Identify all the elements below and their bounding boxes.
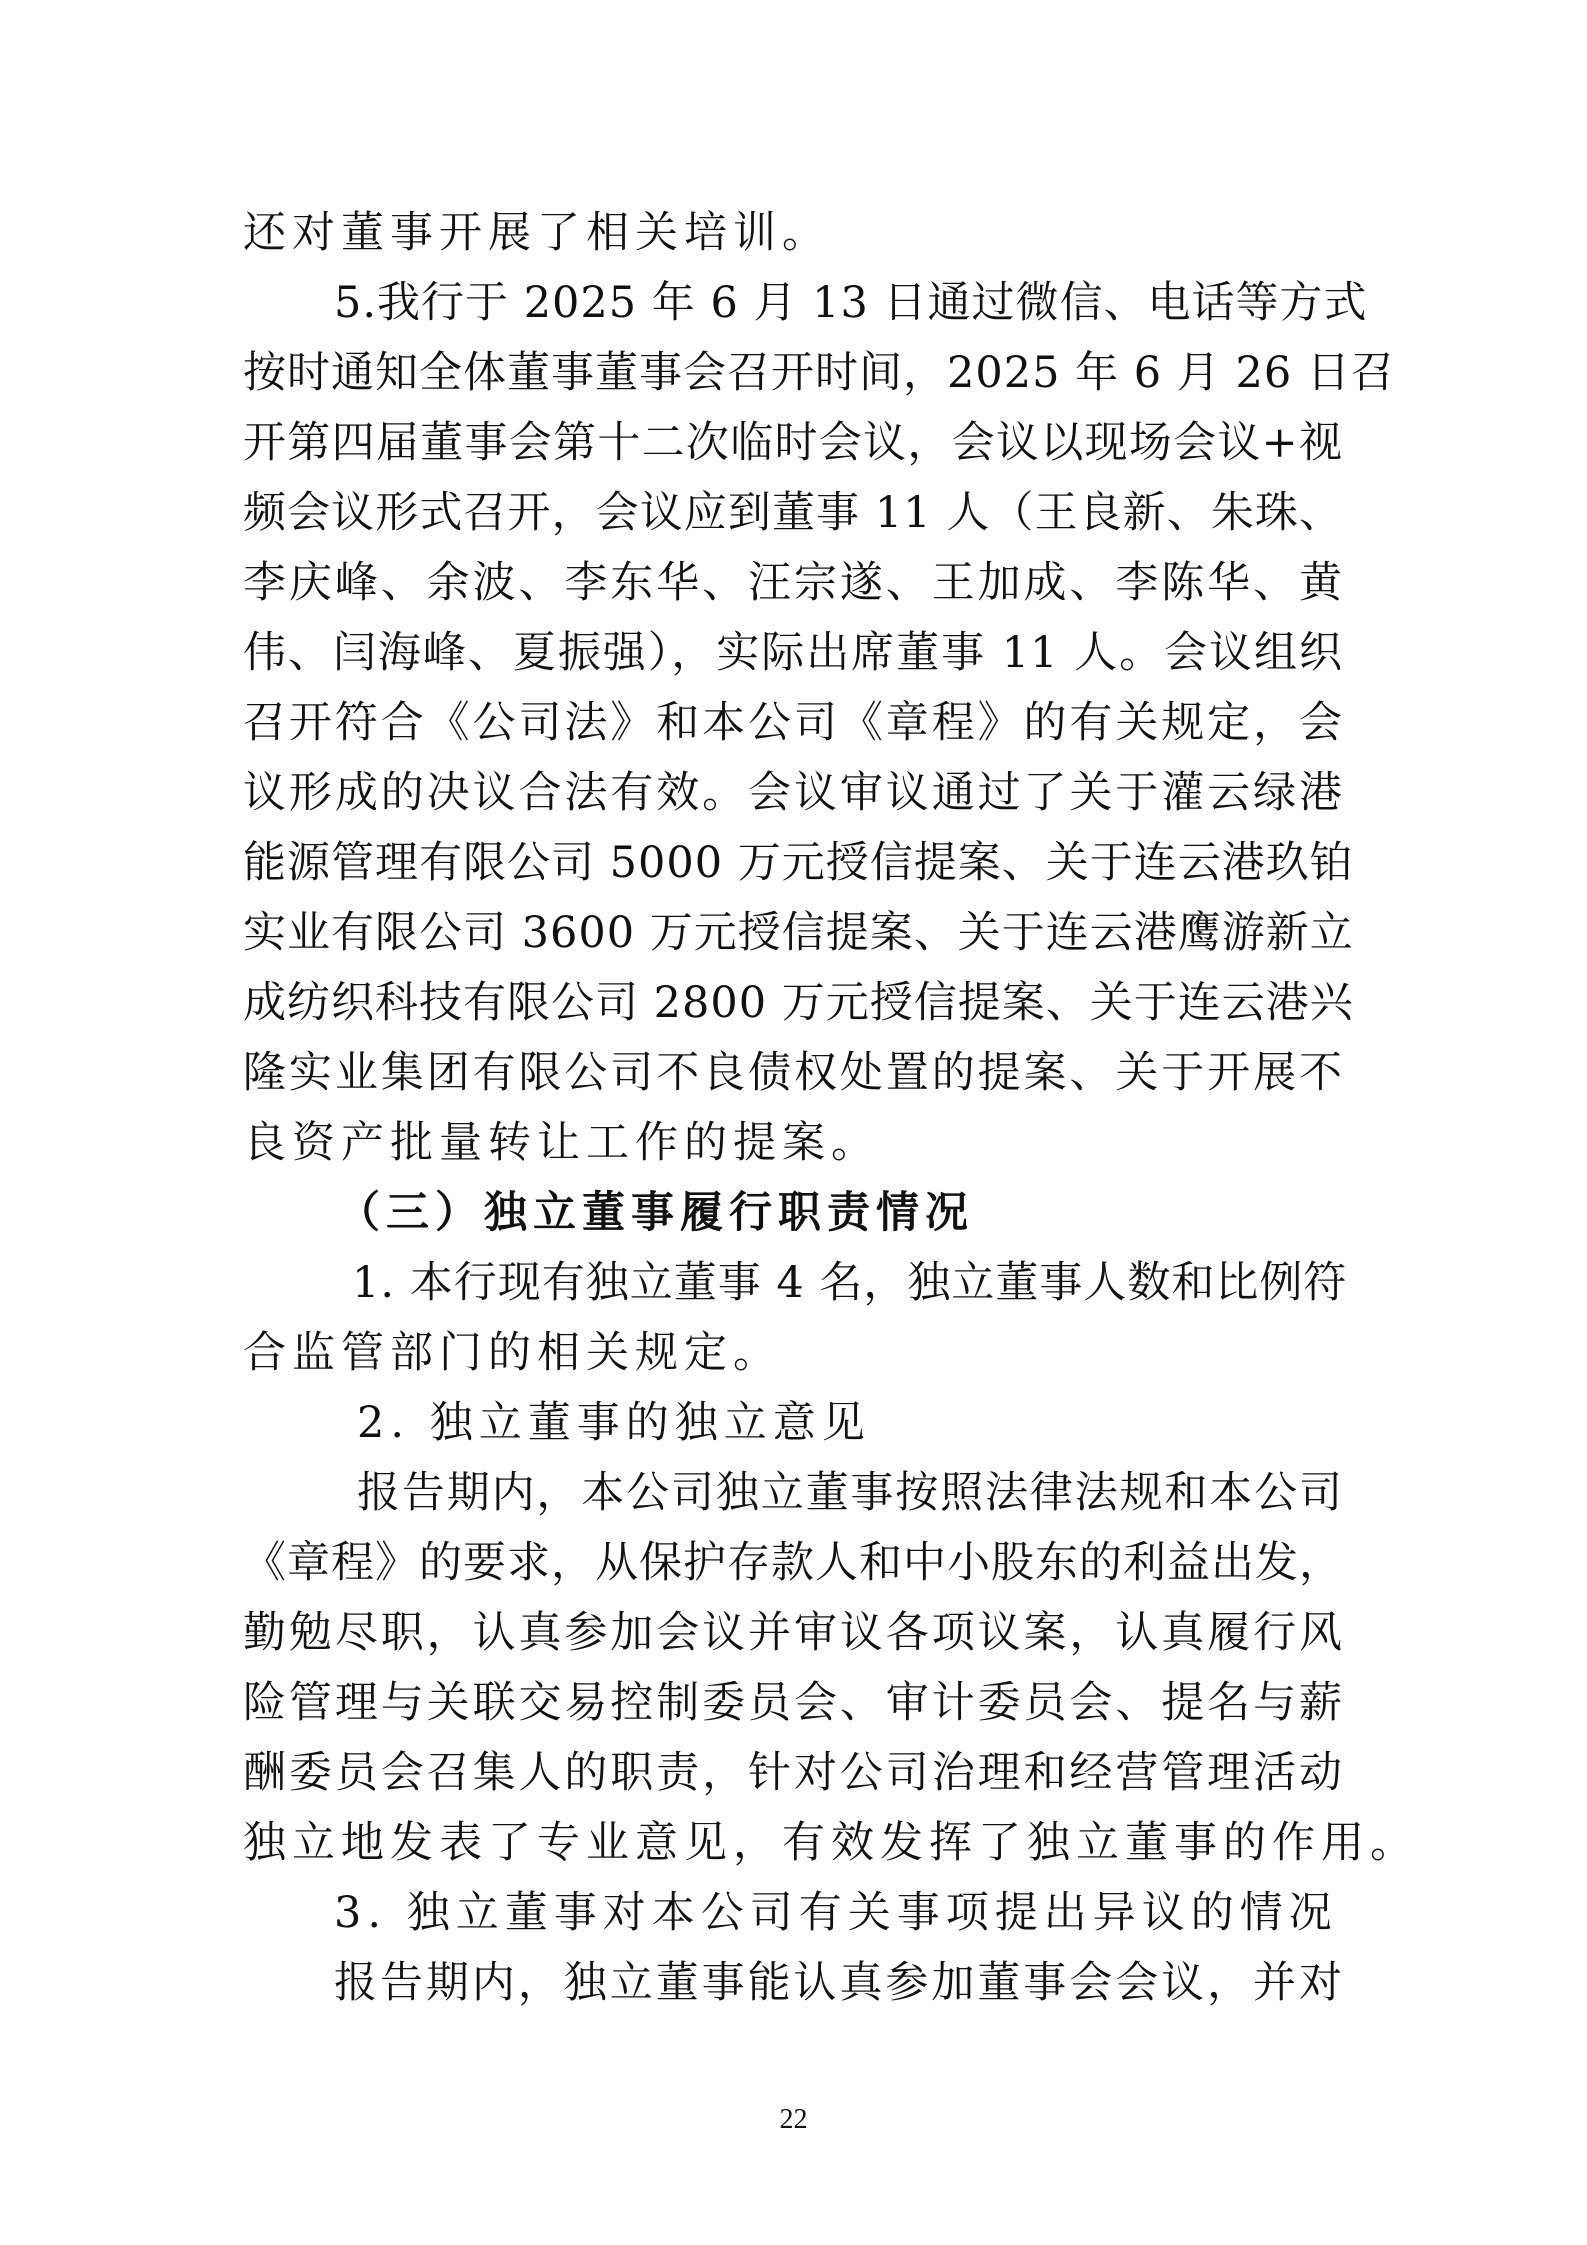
subsection-heading: 3. 独立董事对本公司有关事项提出异议的情况 xyxy=(334,1888,1338,1938)
text-line: 按时通知全体董事董事会召开时间，2025 年 6 月 26 日召 xyxy=(243,348,1395,398)
text-line: 开第四届董事会第十二次临时会议，会议以现场会议+视 xyxy=(243,418,1343,468)
text-line: 良资产批量转让工作的提案。 xyxy=(243,1118,880,1168)
text-line: 1. 本行现有独立董事 4 名，独立董事人数和比例符 xyxy=(352,1258,1348,1308)
text-line: 频会议形式召开，会议应到董事 11 人（王良新、朱珠、 xyxy=(243,488,1343,538)
text-line: 报告期内，本公司独立董事按照法律法规和本公司 xyxy=(357,1468,1343,1518)
text-line: 实业有限公司 3600 万元授信提案、关于连云港鹰游新立 xyxy=(243,908,1354,958)
text-line: 伟、闫海峰、夏振强），实际出席董事 11 人。会议组织 xyxy=(243,628,1343,678)
text-line: 还对董事开展了相关培训。 xyxy=(243,208,831,258)
text-line: 合监管部门的相关规定。 xyxy=(243,1328,782,1378)
text-line: 险管理与关联交易控制委员会、审计委员会、提名与薪 xyxy=(243,1678,1343,1728)
text-line: 召开符合《公司法》和本公司《章程》的有关规定，会 xyxy=(243,698,1343,748)
subsection-heading: 2. 独立董事的独立意见 xyxy=(357,1398,871,1448)
text-line: 隆实业集团有限公司不良债权处置的提案、关于开展不 xyxy=(243,1048,1343,1098)
page-number: 22 xyxy=(779,2104,808,2135)
text-line: 李庆峰、余波、李东华、汪宗遂、王加成、李陈华、黄 xyxy=(243,558,1343,608)
text-line: 酬委员会召集人的职责，针对公司治理和经营管理活动 xyxy=(243,1748,1343,1798)
text-line: 勤勉尽职，认真参加会议并审议各项议案，认真履行风 xyxy=(243,1608,1343,1658)
text-line: 成纺织科技有限公司 2800 万元授信提案、关于连云港兴 xyxy=(243,978,1354,1028)
text-line: 报告期内，独立董事能认真参加董事会会议，并对 xyxy=(334,1958,1343,2008)
text-line: 5.我行于 2025 年 6 月 13 日通过微信、电话等方式 xyxy=(334,278,1368,328)
section-heading: （三）独立董事履行职责情况 xyxy=(337,1188,974,1238)
text-line: 《章程》的要求，从保护存款人和中小股东的利益出发， xyxy=(243,1538,1343,1588)
text-line: 能源管理有限公司 5000 万元授信提案、关于连云港玖铂 xyxy=(243,838,1354,888)
text-line: 议形成的决议合法有效。会议审议通过了关于灌云绿港 xyxy=(243,768,1343,818)
text-line: 独立地发表了专业意见，有效发挥了独立董事的作用。 xyxy=(243,1818,1419,1868)
